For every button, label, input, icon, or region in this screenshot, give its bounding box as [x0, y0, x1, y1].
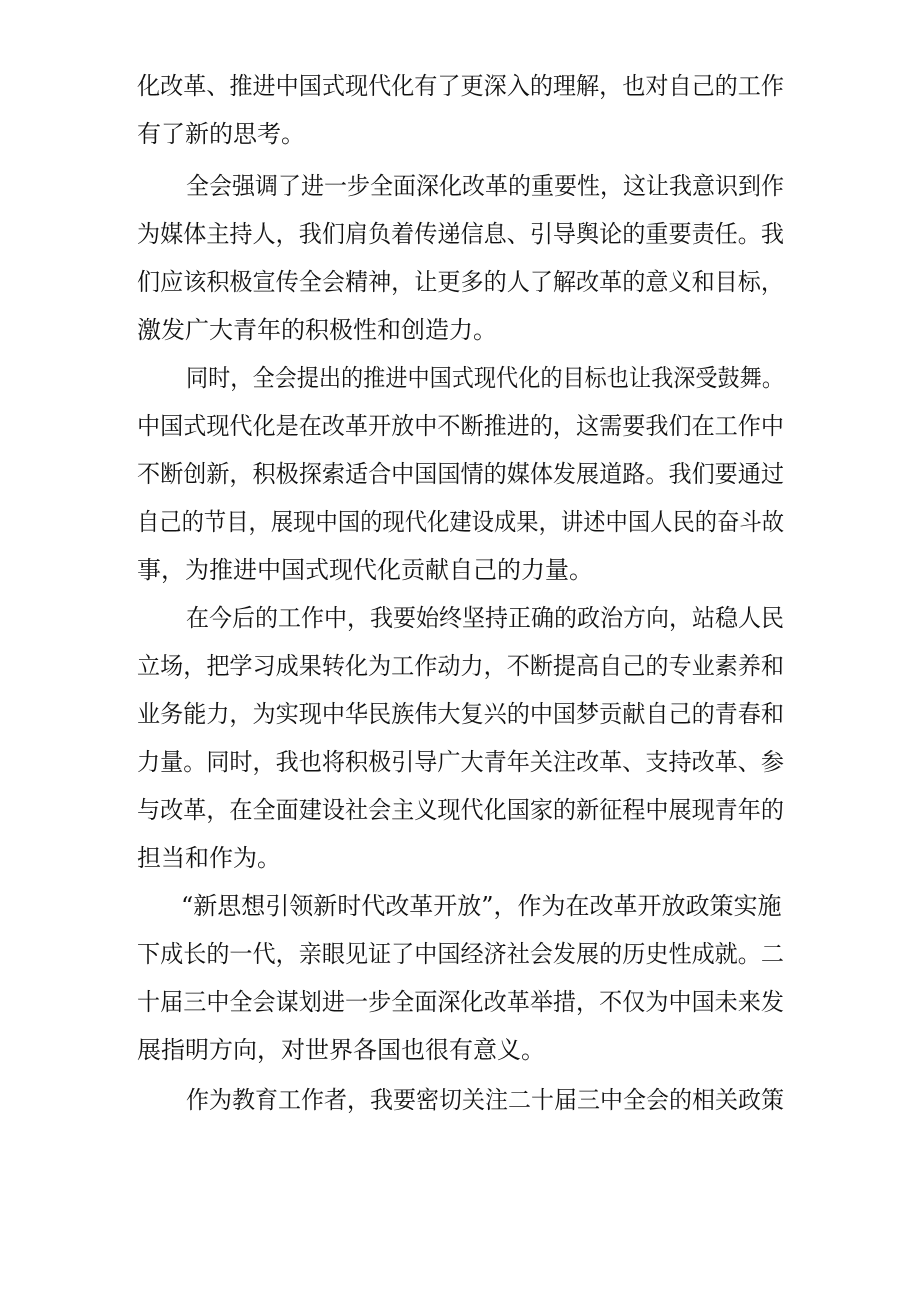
text-line	[0, 210, 920, 258]
line-text: 业务能力，为实现中华民族伟大复兴的中国梦贡献自己的青春和	[137, 700, 785, 728]
line-text: 全会强调了进一步全面深化改革的重要性，这让我意识到作	[186, 172, 784, 200]
text-line	[0, 546, 920, 594]
line-text: 在今后的工作中，我要始终坚持正确的政治方向，站稳人民	[186, 604, 784, 632]
line-text: 不断创新，积极探索适合中国国情的媒体发展道路。我们要通过	[137, 460, 785, 488]
line-text: 化改革、推进中国式现代化有了更深入的理解，也对自己的工作	[137, 72, 785, 100]
line-text: 十届三中全会谋划进一步全面深化改革举措，不仅为中国未来发	[137, 988, 785, 1016]
text-line	[0, 690, 920, 738]
text-line	[0, 978, 920, 1026]
line-text: 中国式现代化是在改革开放中不断推进的，这需要我们在工作中	[137, 412, 785, 440]
text-line	[0, 786, 920, 834]
text-line	[0, 594, 920, 642]
text-line	[0, 110, 920, 158]
text-line	[0, 258, 920, 306]
text-line	[0, 1026, 920, 1074]
text-line	[0, 1076, 920, 1124]
text-line	[0, 450, 920, 498]
line-text: 担当和作为。	[137, 844, 281, 872]
text-line	[0, 930, 920, 978]
text-line	[0, 402, 920, 450]
line-text: 们应该积极宣传全会精神，让更多的人了解改革的意义和目标，	[137, 268, 785, 296]
line-text: 与改革，在全面建设社会主义现代化国家的新征程中展现青年的	[137, 796, 785, 824]
line-text: “新思想引领新时代改革开放”，作为在改革开放政策实施	[181, 892, 782, 920]
line-text: 下成长的一代，亲眼见证了中国经济社会发展的历史性成就。二	[137, 940, 785, 968]
line-text: 自己的节目，展现中国的现代化建设成果，讲述中国人民的奋斗故	[137, 508, 785, 536]
text-line	[0, 642, 920, 690]
text-line	[0, 882, 920, 930]
line-text: 展指明方向，对世界各国也很有意义。	[137, 1036, 545, 1064]
text-line	[0, 738, 920, 786]
line-text: 事，为推进中国式现代化贡献自己的力量。	[137, 556, 593, 584]
text-line	[0, 834, 920, 882]
line-text: 激发广大青年的积极性和创造力。	[137, 316, 497, 344]
line-text: 同时，全会提出的推进中国式现代化的目标也让我深受鼓舞。	[186, 364, 784, 392]
line-text: 作为教育工作者，我要密切关注二十届三中全会的相关政策	[186, 1086, 784, 1114]
line-text: 力量。同时，我也将积极引导广大青年关注改革、支持改革、参	[137, 748, 785, 776]
text-line	[0, 354, 920, 402]
line-text: 为媒体主持人，我们肩负着传递信息、引导舆论的重要责任。我	[137, 220, 785, 248]
text-line	[0, 306, 920, 354]
line-text: 有了新的思考。	[137, 120, 305, 148]
text-line	[0, 162, 920, 210]
text-line	[0, 62, 920, 110]
text-line	[0, 498, 920, 546]
line-text: 立场，把学习成果转化为工作动力，不断提高自己的专业素养和	[137, 652, 785, 680]
